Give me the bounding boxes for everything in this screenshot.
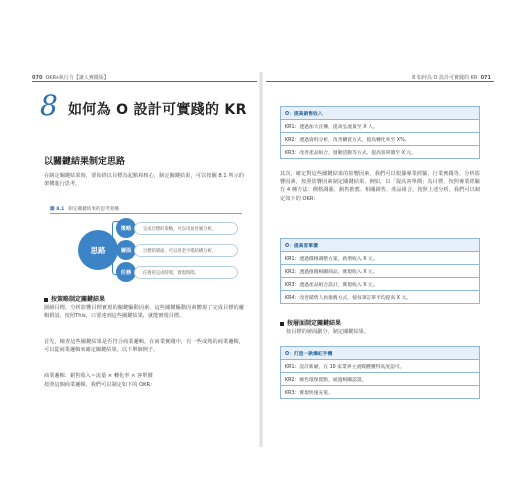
right-running-title: 8 如何為 O 設計可實踐的 KR [412,75,478,81]
book-gutter [259,72,263,447]
figure-node-strategy-desc: 完成目標的策略，可以用魚骨圖分析。 [134,222,238,235]
intro-paragraph: 在制定關鍵結果時，要始終以目標為起點和核心，制定關鍵結果，可以按圖 8.1 所示的架構進行思考。 [44,173,244,188]
body-paragraph-4: 按照這個商業邏輯，我們可以制定如下的 OKR： [44,382,156,388]
okr-table-row: KR1：設計新穎，在 10 家業界主流媒體獲得高度認可。 [281,360,480,373]
figure-number: 圖 8.1 [50,207,65,212]
right-paragraph-1: 其次，確定對這些關鍵結果的影響因素，我們可以根據專業經驗、行業實踐等，分析影響因素，按照影響因素制定關鍵結果。例如，以「提高客單價」為目標，按照專業經驗有 4 種方法：價格調漲、銷售推薦、相關銷售、產品組合。按照上述分析，我們可以制定如下的 OKR： [280,171,480,202]
left-page-number: 070 [32,75,43,81]
figure-node-task-desc: 任務的完成時間，實現時間。 [134,266,238,279]
right-header-rule [266,81,494,82]
okr-table-row: KR2：透過資料分析，改善購買方式，提高轉化率至 X%。 [281,133,480,146]
okr-table-phone-header: O：打造一款爆紅手機 [281,347,480,360]
right-paragraph-2: 按目標的層面劃分，制定關鍵結果。 [286,329,370,335]
okr-table-aov-header: O：提高客單價 [281,239,480,252]
okr-table-row: KR1：透過價格調整方案，新增收入 X 元。 [281,252,480,265]
okr-table-row: KR3：實現快速充電。 [281,386,480,399]
okr-table-aov [280,238,480,304]
figure-caption: 制定關鍵結果的思考架構 [68,207,119,212]
okr-table-row: KR3：透過產品組合設計，實現收入 X 元。 [281,278,480,291]
bullet-square-icon [280,322,284,326]
figure-node-task: 任務 [116,262,136,282]
section-heading: 以關鍵結果制定思路 [44,157,126,167]
body-paragraph-1: 圍繞目標，分析影響目標實現的關鍵驅動因素，這些關鍵驅動因素體現了完成目標的邏輯假設，按照This，只要達到這些關鍵結果，就能實現目標。 [44,305,244,320]
bullet-square-icon [44,298,48,302]
body-paragraph-3: 商業邏輯：銷售收入＝流量 × 轉化率 × 客單價 [44,373,153,379]
left-running-title: OKRs執行力【讓人實踐版】 [45,75,109,81]
okr-table-sales-header: O：提高銷售收入 [281,107,480,120]
okr-table-phone [280,346,480,399]
figure-node-level: 層面 [116,240,136,260]
right-page [266,72,494,447]
left-subheading [44,294,105,303]
left-subheading-text: 按策略制定關鍵結果 [51,296,106,303]
right-running-head [412,74,494,81]
okr-table-row: KR1：透過加大宣傳，提高弘流量至 X 人。 [281,120,480,133]
figure-divider [50,213,242,214]
left-running-head [32,74,109,81]
okr-table-row: KR2：透過推銷相關商品，實現收入 X 元。 [281,265,480,278]
figure-center-node: 思路 [78,230,118,270]
right-subheading-text: 按層面制定關鍵結果 [287,320,342,327]
left-header-rule [32,81,257,82]
okr-table-row: KR4：改善銷售人員推薦方式，使每筆訂單平均提高 X 元。 [281,291,480,304]
okr-table-sales [280,106,480,159]
left-page [32,72,257,447]
figure-node-level-desc: 目標的層面，可以用金字塔結構分析。 [134,244,238,257]
body-paragraph-2: 首先，檢查這些關鍵結果是否符合商業邏輯，在商業實踐中，有一些成熟的商業邏輯，可以從商業邏輯來確定關鍵結果，以下舉個例子。 [44,339,244,354]
okr-table-row: KR3：改善產品組合，發動活動等方式，提高客單價至 X 元。 [281,146,480,159]
okr-table-row: KR2：綠色環保賣點，通過相關認證。 [281,373,480,386]
chapter-number: 8 [40,89,58,122]
figure-node-strategy: 策略 [116,218,136,238]
right-subheading [280,318,341,327]
figure-label [50,206,119,212]
chapter-title: 如何為 O 設計可實踐的 KR [68,102,247,118]
right-page-number: 071 [480,75,491,81]
